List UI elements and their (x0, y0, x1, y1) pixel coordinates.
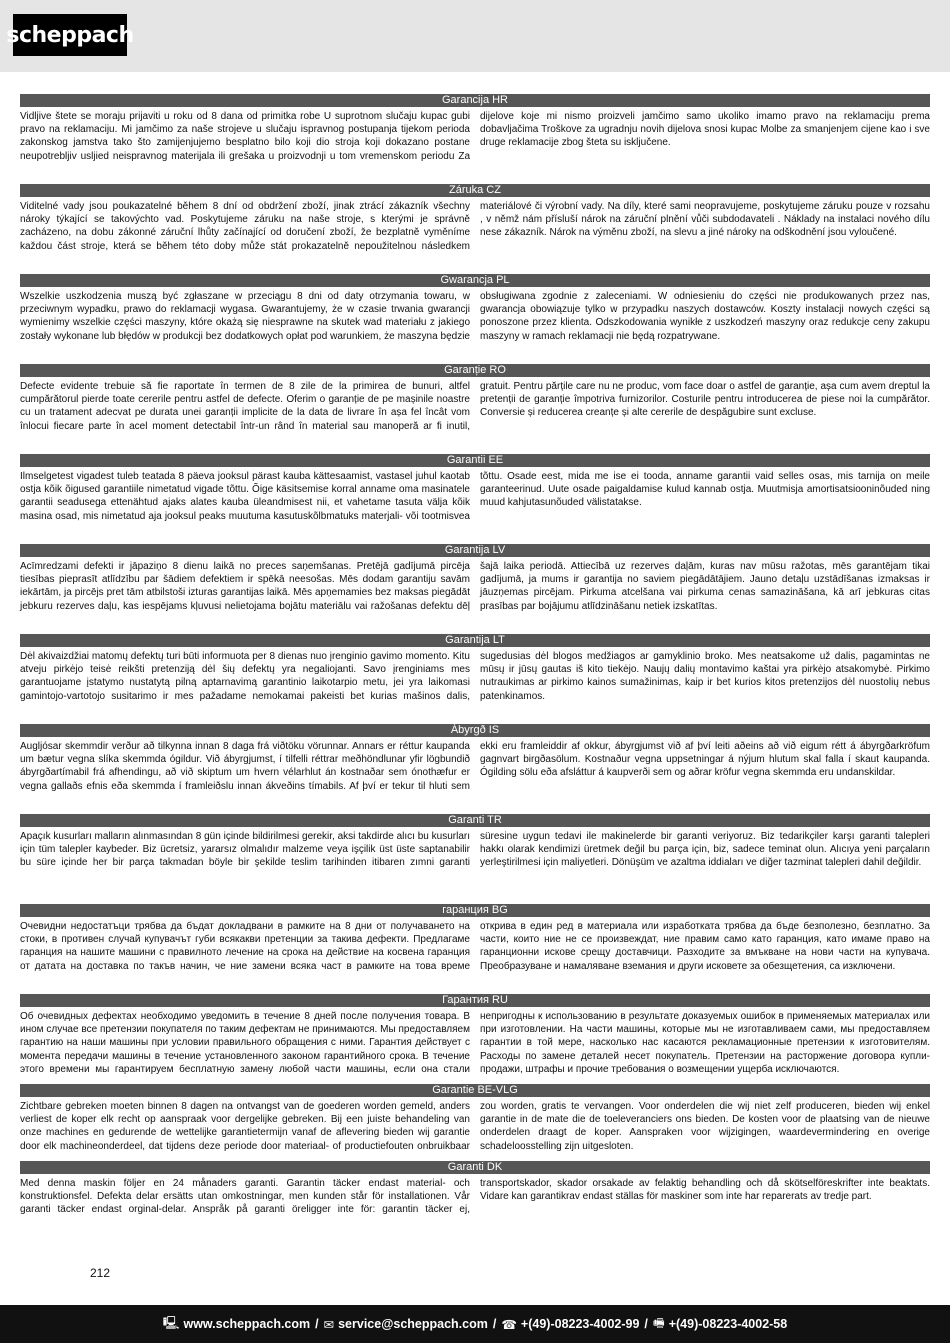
fax-icon: 🖷 (652, 1315, 665, 1330)
footer-separator: / (492, 1317, 497, 1331)
telephone-icon: ☎ (501, 1317, 517, 1332)
warranty-section-is (20, 724, 930, 806)
section-text: Defecte evidente trebuie să fie raportate în termen de 8 zile de la primirea de bunuri, altfel cumpărătorul pierde toate cererile pentru astfel de defecte. Oferim o garanție de pe mașinile noastre cu un tratament adecvat pe durata unei garanții implicite de la data de livrare în așa fel încât vom înlocui fiecare parte în acel moment detectabil într-un rând în material sau manoperă ar fi inutil, gratuit. Pentru părțile care nu ne produc, vom face doar o astfel de garanție, așa cum avem dreptul la pretenții de garanție împotriva furnizorilor. Costurile pentru introducerea de piese noi la cumpărător. Conversie și reducerea creanțe și alte cererile de despăgubire sunt excluse. (20, 381, 930, 432)
section-text: Zichtbare gebreken moeten binnen 8 dagen na ontvangst van de goederen worden gemeld, anders verliest de koper elk recht op aanspraak voor dergelijke gebreken. Bij een juiste behandeling van onze machines en gedurende de wettelijke garantietermijn vanaf de aflevering bieden wij garantie door elk machineonderdeel, dat tijdens deze periode door materiaal- of productiefouten onbruikbaar zou worden, gratis te vervangen. Voor onderdelen die wij niet zelf produceren, bieden wij enkel garantie in de mate die de toeleveranciers ons bieden. De kosten voor de plaatsing van de nieuwe onderdelen draagt de koper. Aanspraken voor wijzigingen, waardevermindering en overige schadeloosstelling zijn uitgesloten. (20, 1101, 930, 1152)
warranty-section-hr (20, 94, 930, 176)
phone-number[interactable]: +(49)-08223-4002-99 (520, 1317, 640, 1331)
email-link[interactable]: service@scheppach.com (338, 1317, 488, 1331)
warranty-section-bg (20, 904, 930, 986)
section-text: Viditelné vady jsou poukazatelné během 8 dní od obdržení zboží, jinak ztrácí zákazník všechny nároky týkající se takovýchto vad. Poskytujeme záruku na naše stroje, s kterými je správně zacházeno, na dobu zákonné záruční lhůty začínající od doručení zboží, že bezplatně vyměníme každou část stroje, která se během této doby může stát prokazatelně nepoužitelnou následkem materiálové či výrobní vady. Na díly, které sami neopravujeme, poskytujeme záruku pouze v rozsahu , v němž nám přísluší nárok na záruční plnění vůči subdodavateli . Náklady na instalaci nového dílu nese zákazník. Nárok na výměnu zboží, na slevu a jiné nároky na odškodnění jsou vyloučené. (20, 201, 930, 252)
warranty-section-be-vlg (20, 1084, 930, 1153)
section-title: Garanție RO (20, 364, 930, 377)
section-text: Ilmselgetest vigadest tuleb teatada 8 päeva jooksul pärast kauba kättesaamist, vastasel juhul kaotab ostja kõik õigused garantiile nimetatud vigade tõttu. Õige käsitsemise korral anname oma masinatele garantii seadusega ettenähtud ajaks alates kauba üleandmisest nii, et vahetame tasuta välja kõik masina osad, mis nimetatud aja jooksul peaks muutuma kasutuskõlbmatuks materjali- või tootmisvea tõttu. Osade eest, mida me ise ei tooda, anname garantii vaid selles osas, mis tarnija on meile garanteerinud. Uute osade paigaldamise kulud kannab ostja. Muutmisja amortisatsiooninõuded ning muud kahjutasunõuded välistatakse. (20, 471, 930, 522)
section-title: гаранция BG (20, 904, 930, 917)
section-text: Vidljive štete se moraju prijaviti u roku od 8 dana od primitka robe U suprotnom slučaju kupac gubi pravo na reklamaciju. Mi jamčimo za naše strojeve u slučaju ispravnog postupanja tijekom perioda zakonskog jamstva tako što zamijenjujemo besplatno bilo koji dio stroja koji dokazano postane neupotrebljiv usljied neispravnog materijala ili grešaka u proizvodnji u tom vremenskom periodu Za dijelove koje mi nismo proizveli jamčimo samo ukoliko imamo pravo na reklamaciju prema dobavljačima Troškove za ugradnju novih dijelova snosi kupac Molbe za smanjenjem cijene kao i sve druge reklamacije zbog šteta su isključene. (20, 111, 930, 162)
section-text: Dėl akivaizdžiai matomų defektų turi būti informuota per 8 dienas nuo įrenginio gavimo momento. Kitu atveju pirkėjo teisė reikšti pretenziją dėl šių defektų yra negaliojanti. Savo įrenginiams mes garantuojame įstatymo nustatytą pilną aptarnavimą garantinio laikotarpio metu, jei yra laikomasi gamintojo-vartotojo susitarimo ir mes pažadame nemokamai pakeisti bet kurias mašinos dalis, sugedusias dėl blogos medžiagos ar gamyklinio broko. Mes neatsakome už dalis, pagamintas ne mūsų ir jūsų gautas iš kito tiekėjo. Naujų dalių montavimo kaštai yra pirkėjo atsakomybė. Pirkimo nutraukimas ar pirkimo kainos sumažinimas, kaip ir bet kurios kitos pretenzijos dėl nuostolių nebus patenkinamos. (20, 651, 930, 702)
page-number: 212 (90, 1266, 111, 1280)
section-title: Garantii EE (20, 454, 930, 467)
footer-contact-bar (0, 1305, 950, 1343)
section-title: Гарантия RU (20, 994, 930, 1007)
monitor-icon: 🖳 (162, 1315, 180, 1330)
section-text: Acīmredzami defekti ir jāpaziņo 8 dienu laikā no preces saņemšanas. Pretējā gadījumā pircēja tiesības pieprasīt atlīdzību par šādiem defektiem ir spēkā neesošas. Mēs dodam garantiju savām iekārtām, ja pircējs pret tām atbilstoši izturas garantijas laikā. Mēs apņemamies bez maksas piegādāt jebkuru rezerves daļu, kas iespējams kļuvusi nelietojama bojātu materiālu vai ražošanas defektu dēļ šajā laika periodā. Attiecībā uz rezerves daļām, kuras nav mūsu ražotas, mēs garantējam tikai gadījumā, ja mums ir garantija no saviem piegādātājiem. Jauno detaļu uzstādīšanas izmaksas ir jāuzņemas pircējam. Pirkuma atcelšana vai pirkuma cenas samazināšana, kā arī jebkuras citas prasības par bojājumu atlīdzināšanu netiek izskatītas. (20, 561, 930, 612)
warranty-section-ro (20, 364, 930, 446)
section-text: Очевидни недостатъци трябва да бъдат докладвани в рамките на 8 дни от получаването на стоки, в противен случай купувачът губи всякакви претенции за такива дефекти. Предлагаме гаранция на нашите машини с правилното лечение на срока на действие на косвена гаранция от датата на доставка по такъв начин, че ние замени всяка част в рамките на това време открива в един ред в материала или изработката трябва да бъде безполезно, безплатно. За части, които ние не се произвеждат, ние правим само като гаранция, като имаме право на гаранционни искове срещу доставчици. Разходите за вмъкване на нови части на купувача. Преобразуване и намаляване вземания и други исковете за обезщетения, са изключени. (20, 921, 930, 972)
warranty-section-cz (20, 184, 930, 266)
section-title: Garantie BE-VLG (20, 1084, 930, 1097)
section-text: Об очевидных дефектах необходимо уведомить в течение 8 дней после получения товара. В ином случае все претензии покупателя по таким дефектам не принимаются. Мы предоставляем гарантию на наши машины при условии правильного обращения с ними. Гарантия действует с момента передачи машины в течение установленного законом гарантийного срока. В течение этого времени мы гарантируем бесплатную замену любой части машины, если она стали непригодны к использованию в результате доказуемых ошибок в применяемых материалах или при изготовлении. На части машины, которые мы не изготавливаем сами, мы предоставляем гарантии в той мере, насколько нас касаются рекламационные претензии к изготовителям. Расходы по замене деталей несет покупатель. Претензии на расторжение договора купли-продажи, штрафы и прочие требования о возмещении ущерба исключаются. (20, 1011, 930, 1075)
warranty-section-pl (20, 274, 930, 356)
section-title: Garantija LT (20, 634, 930, 647)
section-text: Med denna maskin följer en 24 månaders garanti. Garantin täcker endast material- och konstruktionsfel. Defekta delar ersätts utan omkostningar, men kunden står för installationen. Vår garanti täcker endast orginal-delar. Anspråk på garanti öreligger inte för: garantin täcker ej, transportskador, skador orsakade av felaktig behandling och då skötselföreskrifter inte beaktats. Vidare kan garantikrav endast ställas för maskiner som inte har reparerats av tredje part. (20, 1177, 930, 1216)
warranty-section-tr (20, 814, 930, 896)
section-title: Garantija LV (20, 544, 930, 557)
section-text: Augljósar skemmdir verður að tilkynna innan 8 daga frá viðtöku vörunnar. Annars er réttur kaupanda um bætur vegna slíka skemmda ógildur. Við ábyrgjumst, í tilfelli réttrar meðhöndlunar yfir lögbundið ábyrgðartímabil frá afhendingu, að við skiptum um hvern vélarhlut án kostnaðar sem ónothæfur er vegna gallaðs efnis eða skemmda í framleiðslu innan ákveðins tímabils. Af því er tekur til hluti sem ekki eru framleiddir af okkur, ábyrgjumst við af því leiti aðeins að við eigum rétt á ábyrgðarkröfum gagnvart birgðasölum. Kostnaður vegna uppsetningar á nýjum hlutum skal falla í skaut kaupanda. Ógilding sölu eða afsláttur á kaupverði sem og aðrar kröfur vegna skemmda eru undanskildar. (20, 741, 930, 792)
section-text: Wszelkie uszkodzenia muszą być zgłaszane w przeciągu 8 dni od daty otrzymania towaru, w przeciwnym wypadku, prawo do reklamacji wygasa. Gwarantujemy, że w czasie trwania gwarancji wymienimy wszelkie części maszyny, które okażą się niesprawne na skutek wad materiału z jakiego zostały wykonane lub błędów w produkcji bez dodatkowych opłat pod warunkiem, że maszyna będzie obsługiwana zgodnie z zaleceniami. W odniesieniu do części nie produkowanych przez nas, gwarancja obowiązuje tylko w przypadku naszych dostawców. Koszty instalacji nowych części są ponoszone przez klienta. Odszkodowania wynikłe z uszkodzeń maszyny oraz redukcje ceny zakupu maszyny w ramach reklamacji nie będą rozpatrywane. (20, 291, 930, 342)
warranty-section-lv (20, 544, 930, 626)
section-title: Gwarancja PL (20, 274, 930, 287)
footer-separator: / (644, 1317, 648, 1331)
fax-number: +(49)-08223-4002-58 (668, 1317, 788, 1331)
warranty-section-ee (20, 454, 930, 536)
section-title: Garanti DK (20, 1161, 930, 1174)
section-text: Apaçık kusurları malların alınmasından 8 gün içinde bildirilmesi gerekir, aksi takdirde alıcı bu kusurları için tüm talepler kaybeder. Biz ücretsiz, yararsız olmalıdır malzeme veya işçilik üst üste saptanabilir bu süre içinde her bir parça takmadan böyle bir şekilde teslim tarihinden itibaren zımni garanti süresine uygun tedavi ile makinelerde bir garanti veriyoruz. Biz tedarikçiler karşı garanti talepleri hakkı olarak kendimizi üretmek değil bu parça için, biz, sadece teminat olun. Alıcıya yeni parçaların yerleştirilmesi için maliyetleri. Dönüşüm ve azaltma iddiaları ve diğer tazminat talepleri dahil değildir. (20, 831, 930, 869)
envelope-icon: ✉ (323, 1317, 335, 1332)
warranty-section-dk (20, 1161, 930, 1217)
section-title: Garanti TR (20, 814, 930, 827)
section-title: Garancija HR (20, 94, 930, 107)
website-link[interactable]: www.scheppach.com (183, 1317, 311, 1331)
footer-separator: / (315, 1317, 319, 1331)
scheppach-logo: scheppach (13, 14, 127, 56)
section-title: Záruka CZ (20, 184, 930, 197)
warranty-content (20, 94, 930, 1225)
warranty-section-lt (20, 634, 930, 716)
header-bar (0, 0, 950, 72)
section-title: Ábyrgð IS (20, 724, 930, 737)
warranty-section-ru (20, 994, 930, 1076)
